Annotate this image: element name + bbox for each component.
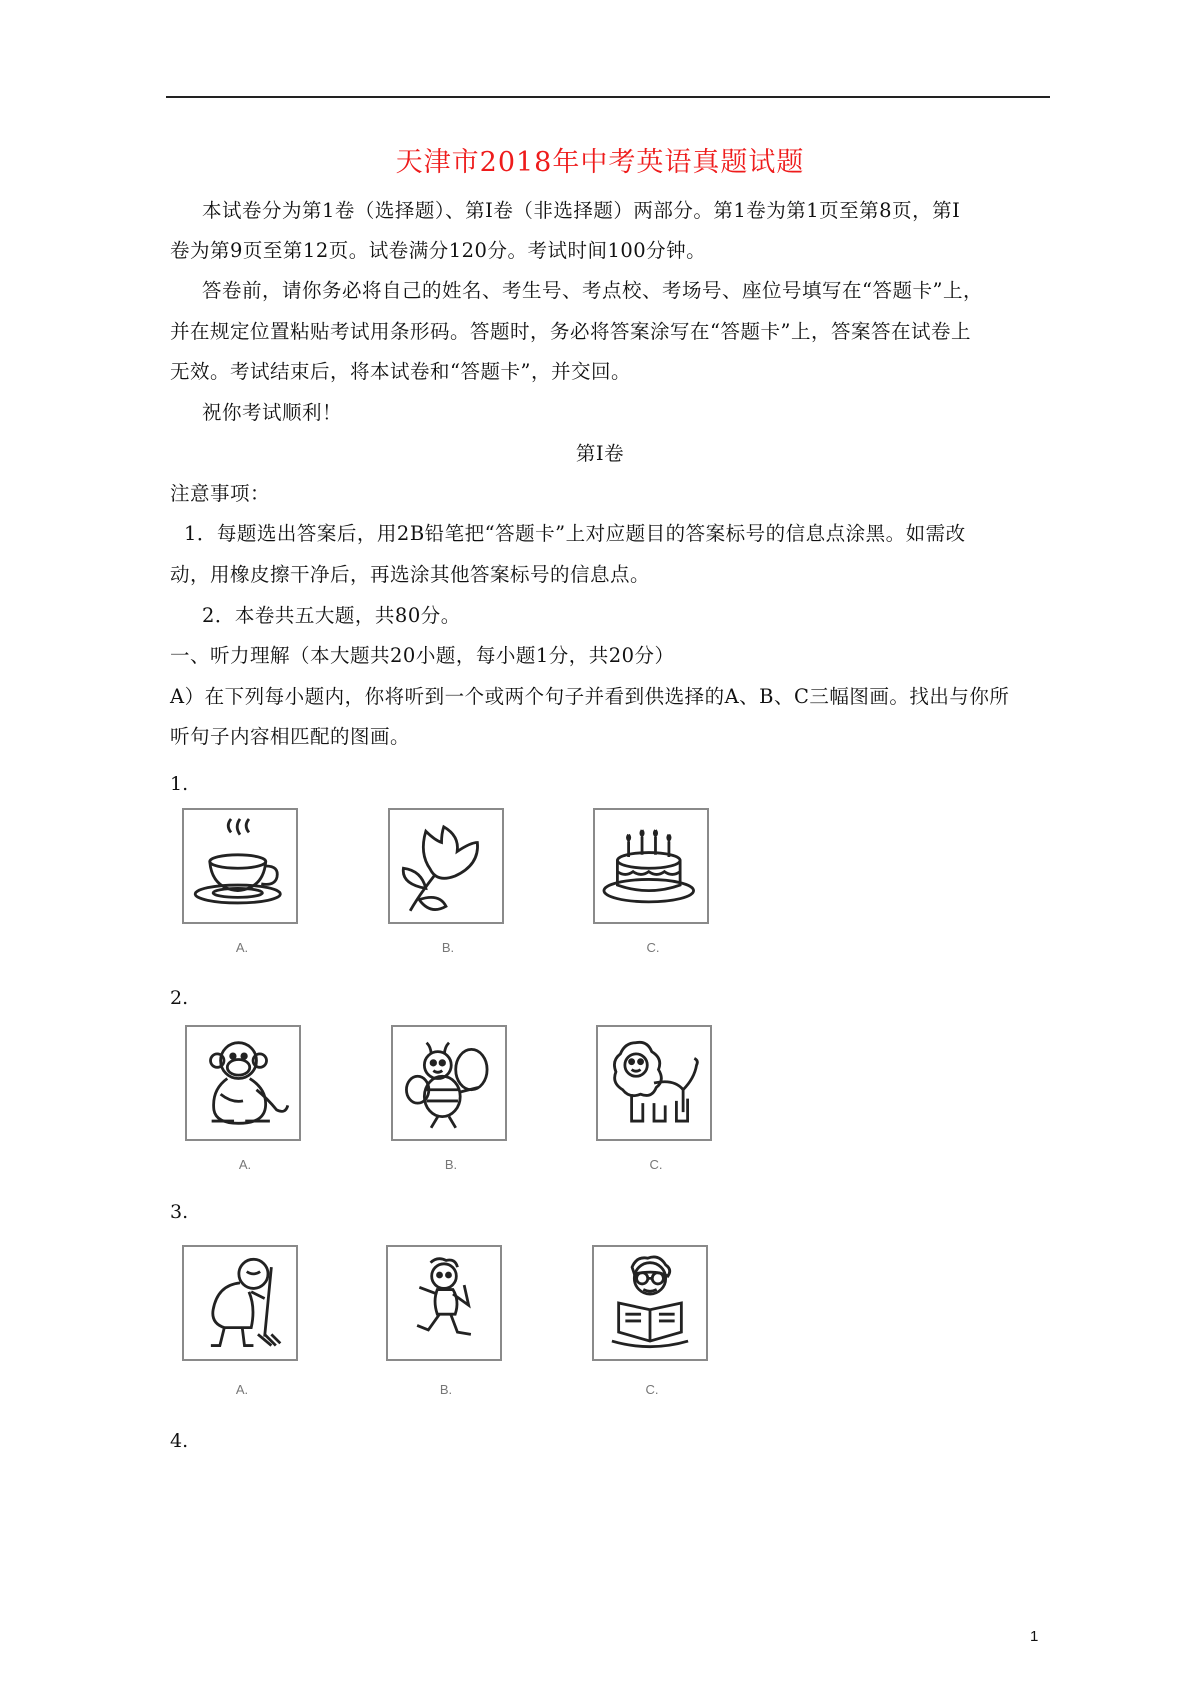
option-label-a: A. <box>235 1382 249 1397</box>
option-image-birthday-cake[interactable] <box>593 808 709 924</box>
note-1-line-1: 1．每题选出答案后，用2B铅笔把“答题卡”上对应题目的答案标号的信息点涂黑。如需改 <box>184 522 966 545</box>
option-label-c: C. <box>645 1382 659 1397</box>
question-number: 2. <box>170 987 189 1009</box>
intro-paragraph-2-line-2: 并在规定位置粘贴考试用条形码。答题时，务必将答案涂写在“答题卡”上，答案答在试卷上 <box>170 320 971 343</box>
boy-sweeping-icon <box>184 1247 296 1359</box>
page-number: 1 <box>1030 1628 1039 1645</box>
page-title: 天津市2018年中考英语真题试题 <box>395 147 805 178</box>
question-number: 4. <box>170 1430 189 1452</box>
lion-icon <box>598 1027 710 1139</box>
option-label-a: A. <box>238 1157 252 1172</box>
boy-running-icon <box>388 1247 500 1359</box>
section-1-heading: 一、听力理解（本大题共20小题，每小题1分，共20分） <box>170 644 675 667</box>
option-label-c: C. <box>649 1157 663 1172</box>
good-luck-text: 祝你考试顺利！ <box>202 401 343 424</box>
intro-paragraph-1-line-2: 卷为第9页至第12页。试卷满分120分。考试时间100分钟。 <box>170 239 707 262</box>
part-a-instruction-line-2: 听句子内容相匹配的图画。 <box>170 725 411 748</box>
option-label-b: B. <box>439 1382 453 1397</box>
monkey-icon <box>187 1027 299 1139</box>
coffee-cup-icon <box>184 810 296 922</box>
note-2: 2．本卷共五大题，共80分。 <box>202 604 461 627</box>
option-image-boy-reading[interactable] <box>592 1245 708 1361</box>
question-number: 1. <box>170 773 189 795</box>
volume-heading: 第Ⅰ卷 <box>575 442 625 465</box>
option-label-b: B. <box>444 1157 458 1172</box>
tulip-flower-icon <box>390 810 502 922</box>
birthday-cake-icon <box>595 810 707 922</box>
option-label-a: A. <box>235 940 249 955</box>
option-image-lion[interactable] <box>596 1025 712 1141</box>
boy-reading-icon <box>594 1247 706 1359</box>
header-rule <box>166 96 1050 98</box>
option-image-coffee-cup[interactable] <box>182 808 298 924</box>
intro-paragraph-2-line-1: 答卷前，请你务必将自己的姓名、考生号、考点校、考场号、座位号填写在“答题卡”上， <box>202 279 983 302</box>
option-image-bee[interactable] <box>391 1025 507 1141</box>
option-image-monkey[interactable] <box>185 1025 301 1141</box>
option-label-b: B. <box>441 940 455 955</box>
option-image-boy-sweeping[interactable] <box>182 1245 298 1361</box>
option-image-tulip[interactable] <box>388 808 504 924</box>
part-a-instruction-line-1: A）在下列每小题内，你将听到一个或两个句子并看到供选择的A、B、C三幅图画。找出与你所 <box>170 685 1010 708</box>
notes-heading: 注意事项： <box>170 482 271 505</box>
option-label-c: C. <box>646 940 660 955</box>
intro-paragraph-2-line-3: 无效。考试结束后，将本试卷和“答题卡”，并交回。 <box>170 360 631 383</box>
note-1-line-2: 动，用橡皮擦干净后，再选涂其他答案标号的信息点。 <box>170 563 651 586</box>
question-number: 3. <box>170 1201 189 1223</box>
bee-icon <box>393 1027 505 1139</box>
option-image-boy-running[interactable] <box>386 1245 502 1361</box>
intro-paragraph-1-line-1: 本试卷分为第1卷（选择题）、第Ⅰ卷（非选择题）两部分。第1卷为第1页至第8页，第Ⅰ <box>202 199 961 222</box>
